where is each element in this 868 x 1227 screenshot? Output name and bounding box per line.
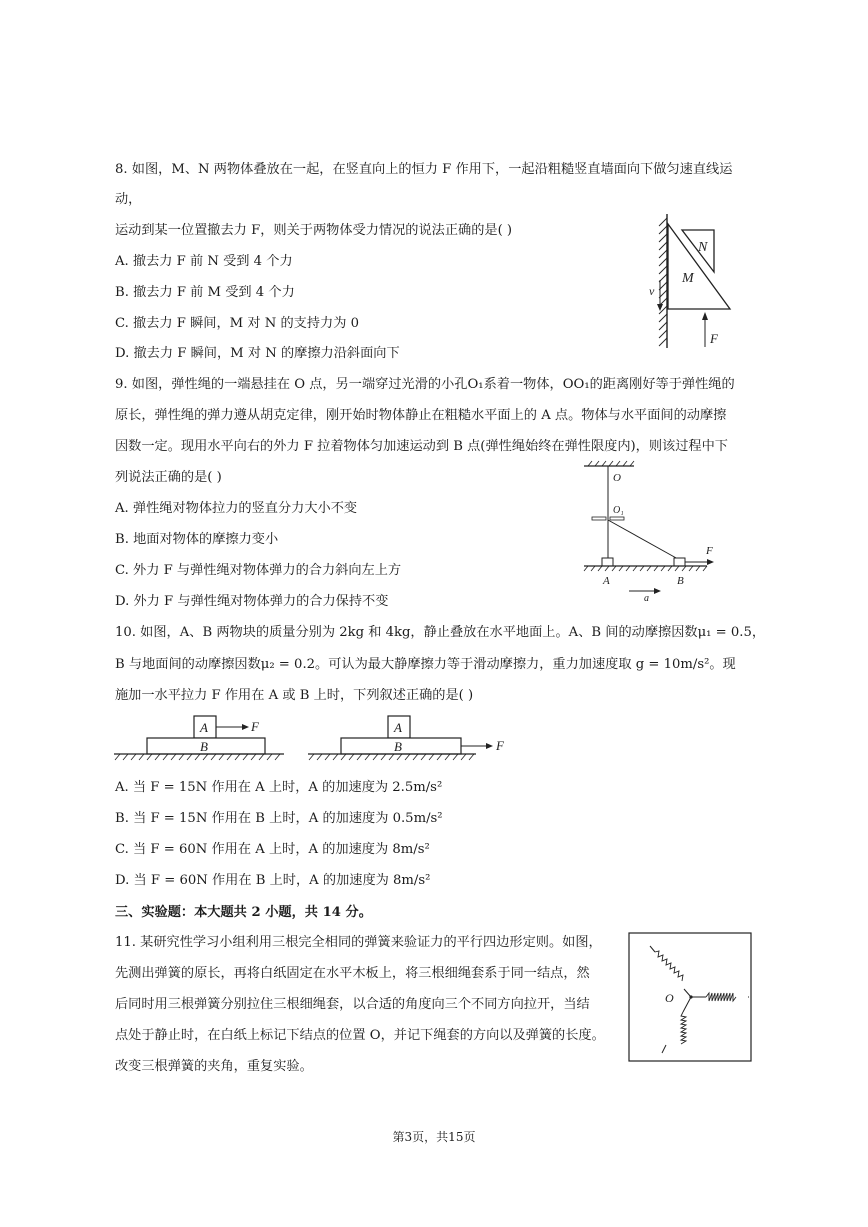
q10-right-label-a: A bbox=[394, 720, 402, 735]
q8-option-d: D. 撤去力 F 瞬间，M 对 N 的摩擦力沿斜面向下 bbox=[115, 346, 400, 361]
q11-figure-three-springs bbox=[628, 932, 752, 1062]
q9-option-a: A. 弹性绳对物体拉力的竖直分力大小不变 bbox=[115, 501, 358, 516]
q10-right-label-f: F bbox=[496, 738, 504, 753]
q10-left-label-f: F bbox=[251, 719, 259, 734]
q9-option-c: C. 外力 F 与弹性绳对物体弹力的合力斜向左上方 bbox=[115, 563, 402, 578]
q8-stem-line-2: 动， bbox=[115, 192, 142, 207]
q9-label-o1: O₁ bbox=[613, 505, 624, 516]
q11-line-4: 点处于静止时，在白纸上标记下结点的位置 O，并记下绳套的方向以及弹簧的长度。 bbox=[115, 1028, 605, 1043]
q10-right-label-b: B bbox=[394, 739, 402, 754]
q8-option-a: A. 撤去力 F 前 N 受到 4 个力 bbox=[115, 254, 293, 269]
q10-option-c: C. 当 F = 60N 作用在 A 上时，A 的加速度为 8m/s² bbox=[115, 842, 430, 857]
q11-line-2: 先测出弹簧的原长，再将白纸固定在水平木板上，将三根细绳套系于同一结点，然 bbox=[115, 966, 590, 981]
q9-option-d: D. 外力 F 与弹性绳对物体弹力的合力保持不变 bbox=[115, 594, 389, 609]
q11-line-3: 后同时用三根弹簧分别拉住三根细绳套，以合适的角度向三个不同方向拉开，当结 bbox=[115, 997, 590, 1012]
q8-label-v: v bbox=[649, 284, 655, 298]
q9-label-o: O bbox=[613, 472, 621, 484]
q10-option-b: B. 当 F = 15N 作用在 B 上时，A 的加速度为 0.5m/s² bbox=[115, 811, 443, 826]
q10-left-label-a: A bbox=[200, 720, 208, 735]
q9-stem-line-2: 原长，弹性绳的弹力遵从胡克定律，刚开始时物体静止在粗糙水平面上的 A 点。物体与水平面间的动摩擦 bbox=[115, 408, 727, 423]
q8-option-c: C. 撤去力 F 瞬间，M 对 N 的支持力为 0 bbox=[115, 316, 359, 331]
q8-stem-line-1: 8. 如图，M、N 两物体叠放在一起，在竖直向上的恒力 F 作用下，一起沿粗糙竖直墙面向下做匀速直线运 bbox=[115, 162, 733, 177]
q9-stem-line-1: 9. 如图，弹性绳的一端悬挂在 O 点，另一端穿过光滑的小孔O₁系着一物体，OO₁的距离刚好等于弹性绳的 bbox=[115, 377, 735, 392]
q9-stem-line-3: 因数一定。现用水平向右的外力 F 拉着物体匀加速运动到 B 点(弹性绳始终在弹性限度内)，则该过程中下 bbox=[115, 439, 728, 454]
q9-label-a: A bbox=[603, 575, 610, 587]
q10-stem-line-3: 施加一水平拉力 F 作用在 A 或 B 上时，下列叙述正确的是( ) bbox=[115, 688, 474, 703]
q9-stem-line-4: 列说法正确的是( ) bbox=[115, 470, 222, 485]
q11-label-o: O bbox=[665, 991, 674, 1005]
page-footer: 第3页，共15页 bbox=[392, 1130, 476, 1144]
q10-left-label-b: B bbox=[200, 739, 208, 754]
q8-figure-wall-blocks bbox=[640, 212, 750, 354]
q11-line-1: 11. 某研究性学习小组利用三根完全相同的弹簧来验证力的平行四边形定则。如图， bbox=[115, 935, 602, 950]
q10-figure-stacked-blocks bbox=[112, 712, 512, 768]
q11-line-5: 改变三根弹簧的夹角，重复实验。 bbox=[115, 1059, 313, 1074]
q10-option-d: D. 当 F = 60N 作用在 B 上时，A 的加速度为 8m/s² bbox=[115, 873, 431, 888]
q9-label-acc: a bbox=[644, 593, 649, 602]
q10-stem-line-1: 10. 如图，A、B 两物块的质量分别为 2kg 和 4kg，静止叠放在水平地面上。A、B 间的动摩擦因数μ₁ = 0.5， bbox=[115, 625, 766, 640]
q8-label-f: F bbox=[710, 331, 718, 346]
q9-label-f: F bbox=[706, 545, 713, 557]
q8-stem-line-3: 运动到某一位置撤去力 F，则关于两物体受力情况的说法正确的是( ) bbox=[115, 223, 513, 238]
q10-stem-line-2: B 与地面间的动摩擦因数μ₂ = 0.2。可认为最大静摩擦力等于滑动摩擦力，重力加速度取 g = 10m/s²。现 bbox=[115, 657, 736, 672]
q8-option-b: B. 撤去力 F 前 M 受到 4 个力 bbox=[115, 285, 295, 300]
q9-option-b: B. 地面对物体的摩擦力变小 bbox=[115, 532, 279, 547]
q9-label-b: B bbox=[677, 575, 684, 587]
q9-figure-elastic-rope bbox=[582, 460, 722, 602]
q8-label-n: N bbox=[698, 240, 708, 255]
q8-label-m: M bbox=[682, 271, 694, 286]
q10-option-a: A. 当 F = 15N 作用在 A 上时，A 的加速度为 2.5m/s² bbox=[115, 780, 443, 795]
section-heading-experiments: 三、实验题：本大题共 2 小题，共 14 分。 bbox=[115, 905, 372, 920]
